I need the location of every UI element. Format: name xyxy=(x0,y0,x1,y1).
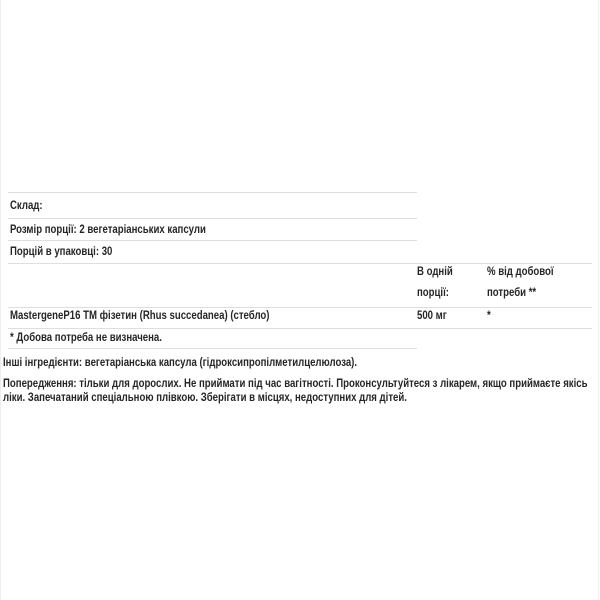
daily-value-column-header-line1: % від добової xyxy=(487,264,554,278)
divider xyxy=(8,240,417,241)
daily-value-footnote: * Добова потреба не визначена. xyxy=(10,330,162,344)
amount-column-header-line1: В одній xyxy=(417,264,453,278)
composition-label: Склад: xyxy=(10,198,43,212)
divider xyxy=(8,348,417,349)
divider xyxy=(8,218,417,219)
servings-per-container-row: Порцій в упаковці: 30 xyxy=(10,244,113,258)
other-ingredients-text: Інші інгредієнти: вегетаріанська капсула (гідроксипропілметилцелюлоза). xyxy=(3,355,358,369)
serving-size-row: Розмір порції: 2 вегетаріанських капсули xyxy=(10,222,206,236)
ingredient-name: MastergeneP16 TM фізетин (Rhus succedanea) (стебло) xyxy=(10,308,270,322)
ingredient-amount: 500 мг xyxy=(417,308,447,322)
warning-text-line1: Попередження: тільки для дорослих. Не приймати під час вагітності. Проконсультуйтеся з лікарем, якщо приймаєте якісь xyxy=(3,376,588,390)
warning-text-line2: ліки. Запечатаний спеціальною плівкою. Зберігати в місцях, недоступних для дітей. xyxy=(3,390,407,404)
amount-column-header-line2: порції: xyxy=(417,285,449,299)
ingredient-daily-value: * xyxy=(487,308,491,322)
daily-value-column-header-line2: потреби ** xyxy=(487,285,537,299)
divider xyxy=(8,328,592,329)
divider xyxy=(8,192,417,193)
right-edge-line xyxy=(598,0,599,600)
left-edge-line xyxy=(0,0,1,600)
